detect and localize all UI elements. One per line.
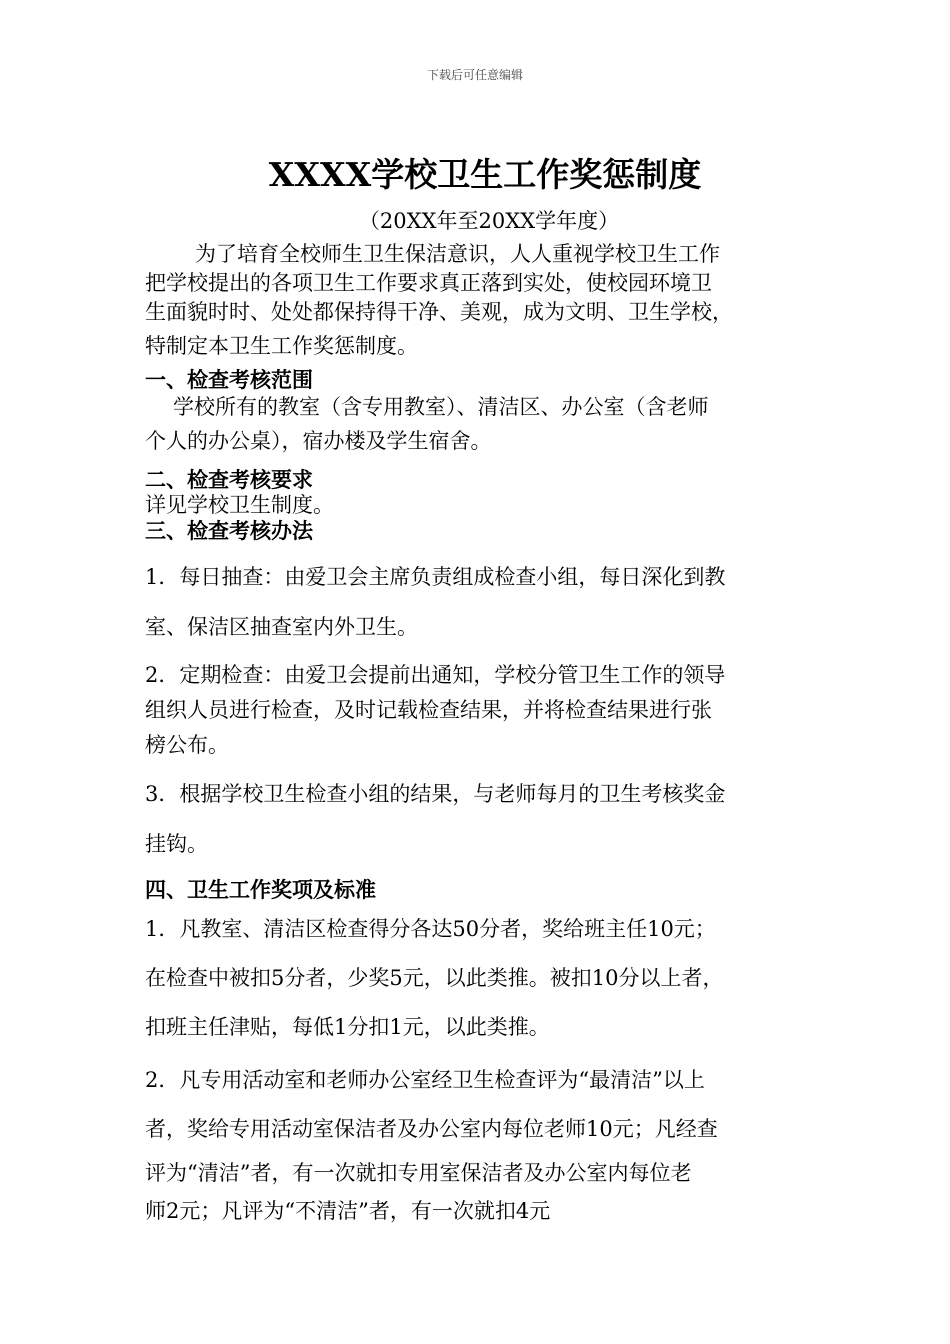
- section-text: 个人的办公桌），宿办楼及学生宿舍。: [145, 429, 492, 453]
- intro-paragraph: [145, 240, 815, 361]
- list-item: [145, 1056, 815, 1230]
- item-line: 评为“清洁”者，有一次就扣专用室保洁者及办公室内每位老: [145, 1161, 692, 1185]
- list-item: [145, 658, 815, 763]
- section-heading: 一、检查考核范围: [145, 367, 313, 392]
- list-item: [145, 905, 815, 1052]
- item-line: 2．凡专用活动室和老师办公室经卫生检查评为“最清洁”以上: [145, 1068, 705, 1092]
- item-line: 挂钩。: [145, 832, 208, 856]
- section-heading: 四、卫生工作奖项及标准: [145, 877, 376, 902]
- list-item: [145, 552, 815, 652]
- intro-line: 生面貌时时、处处都保持得干净、美观，成为文明、卫生学校，: [145, 300, 733, 324]
- item-line: 榜公布。: [145, 733, 229, 757]
- item-line: 组织人员进行检查，及时记载检查结果，并将检查结果进行张: [145, 698, 712, 722]
- intro-line: 为了培育全校师生卫生保洁意识，人人重视学校卫生工作: [195, 242, 720, 266]
- section-requirements: [145, 467, 815, 518]
- item-line: 室、保洁区抽查室内外卫生。: [145, 615, 418, 639]
- item-line: 师2元；凡评为“不清洁”者，有一次就扣4元: [145, 1199, 551, 1223]
- item-line: 2．定期检查：由爱卫会提前出通知，学校分管卫生工作的领导: [145, 663, 726, 687]
- document-subtitle: （20XX年至20XX学年度）: [358, 209, 620, 233]
- section-heading: 二、检查考核要求: [145, 467, 313, 492]
- section-text: 学校所有的教室（含专用教室）、清洁区、办公室（含老师: [173, 395, 709, 419]
- intro-line: 特制定本卫生工作奖惩制度。: [145, 334, 418, 358]
- item-line: 在检查中被扣5分者，少奖5元，以此类推。被扣10分以上者，: [145, 966, 724, 990]
- list-item: [145, 769, 815, 869]
- section-heading: 三、检查考核办法: [145, 518, 313, 543]
- item-line: 3．根据学校卫生检查小组的结果，与老师每月的卫生考核奖金: [145, 782, 726, 806]
- section-rewards: [145, 877, 815, 1230]
- item-line: 1．凡教室、清洁区检查得分各达50分者，奖给班主任10元；: [145, 917, 716, 941]
- document-page: [145, 150, 815, 1230]
- download-note: 下载后可任意编辑: [426, 68, 523, 82]
- section-scope: [145, 367, 815, 461]
- section-text: 详见学校卫生制度。: [145, 493, 334, 517]
- item-line: 扣班主任津贴，每低1分扣1元，以此类推。: [145, 1015, 550, 1039]
- intro-line: 把学校提出的各项卫生工作要求真正落到实处，使校园环境卫: [145, 271, 712, 295]
- item-line: 者，奖给专用活动室保洁者及办公室内每位老师10元；凡经查: [145, 1117, 718, 1141]
- item-line: 1．每日抽查：由爱卫会主席负责组成检查小组，每日深化到教: [145, 565, 726, 589]
- section-methods: [145, 518, 815, 869]
- document-title: XXXX学校卫生工作奖惩制度: [268, 155, 702, 194]
